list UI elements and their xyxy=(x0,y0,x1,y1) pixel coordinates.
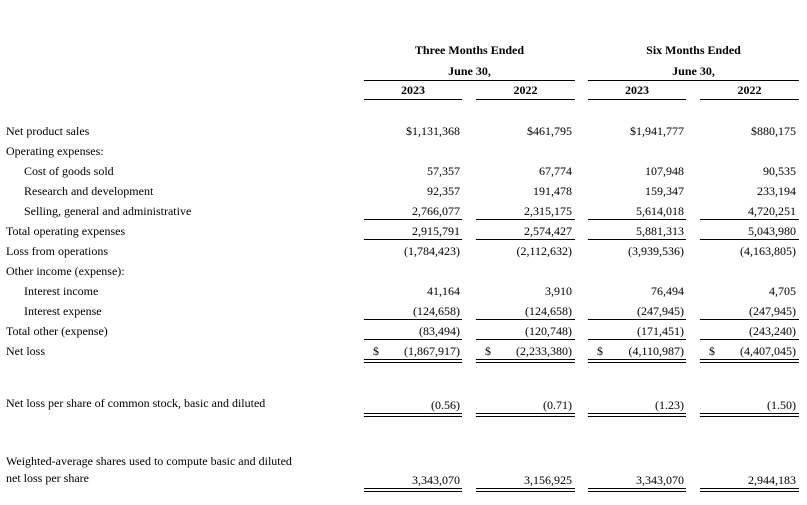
subtotal-rule xyxy=(700,319,799,320)
cell: 159,347 xyxy=(645,184,684,198)
cell: (3,939,536) xyxy=(628,244,684,258)
cell: 5,614,018 xyxy=(636,204,684,218)
subtotal-rule xyxy=(476,319,575,320)
row-label: Other income (expense): xyxy=(6,264,125,278)
eps-cell: (1.50) xyxy=(767,398,796,412)
subtotal-rule xyxy=(700,219,799,220)
row-label: Cost of goods sold xyxy=(24,164,114,178)
year-header-2: 2022 xyxy=(513,83,538,97)
cell: (247,945) xyxy=(749,304,796,318)
cell: (2,233,380) xyxy=(516,344,572,358)
subtotal-rule xyxy=(588,219,686,220)
cell: 92,357 xyxy=(427,184,460,198)
currency-symbol: $ xyxy=(709,344,715,358)
subtotal-rule xyxy=(700,339,799,340)
cell: $1,131,368 xyxy=(406,124,460,138)
subtotal-rule xyxy=(364,239,462,240)
cell: (124,658) xyxy=(525,304,572,318)
subtotal-rule xyxy=(588,339,686,340)
shares-cell: 2,944,183 xyxy=(748,473,796,487)
total-double-rule xyxy=(364,359,462,363)
cell: 2,315,175 xyxy=(524,204,572,218)
year-rule-2 xyxy=(476,99,575,100)
cell: (1,784,423) xyxy=(404,244,460,258)
year-header-3: 2023 xyxy=(625,83,649,97)
total-double-rule xyxy=(476,359,575,363)
row-label: Interest expense xyxy=(24,304,102,318)
cell: 5,043,980 xyxy=(748,224,796,238)
currency-symbol: $ xyxy=(597,344,603,358)
cell: 233,194 xyxy=(757,184,796,198)
shares-cell: 3,156,925 xyxy=(524,473,572,487)
shares-label-line1: Weighted-average shares used to compute basic and diluted xyxy=(6,454,292,468)
cell: (247,945) xyxy=(637,304,684,318)
cell: (243,240) xyxy=(749,324,796,338)
shares-label-line2: net loss per share xyxy=(6,471,89,485)
subtotal-rule xyxy=(364,339,462,340)
row-label: Total operating expenses xyxy=(6,224,126,238)
cell: 2,915,791 xyxy=(412,224,460,238)
row-label: Research and development xyxy=(24,184,154,198)
cell: (4,163,805) xyxy=(740,244,796,258)
eps-cell: (0.56) xyxy=(431,398,460,412)
currency-symbol: $ xyxy=(485,344,491,358)
subtotal-rule xyxy=(700,239,799,240)
cell: (2,112,632) xyxy=(516,244,572,258)
cell: 2,766,077 xyxy=(412,204,460,218)
row-label: Operating expenses: xyxy=(6,144,104,158)
six-months-date-header: June 30, xyxy=(672,64,715,78)
row-label: Selling, general and administrative xyxy=(24,204,192,218)
subtotal-rule xyxy=(588,239,686,240)
subtotal-rule xyxy=(364,219,462,220)
shares-double-rule xyxy=(700,488,799,492)
shares-cell: 3,343,070 xyxy=(636,473,684,487)
row-label: Total other (expense) xyxy=(6,324,108,338)
year-header-1: 2023 xyxy=(401,83,425,97)
cell: 67,774 xyxy=(539,164,572,178)
cell: 2,574,427 xyxy=(524,224,572,238)
year-header-4: 2022 xyxy=(737,83,762,97)
cell: 3,910 xyxy=(545,284,572,298)
eps-double-rule xyxy=(476,413,575,417)
cell: 4,705 xyxy=(769,284,796,298)
cell: (4,110,987) xyxy=(628,344,684,358)
cell: $461,795 xyxy=(527,124,572,138)
cell: (171,451) xyxy=(637,324,684,338)
shares-double-rule xyxy=(476,488,575,492)
total-double-rule xyxy=(700,359,799,363)
cell: 76,494 xyxy=(651,284,684,298)
row-label: Net loss xyxy=(6,344,45,358)
subtotal-rule xyxy=(476,239,575,240)
subtotal-rule xyxy=(364,319,462,320)
subtotal-rule xyxy=(476,219,575,220)
cell: $1,941,777 xyxy=(630,124,684,138)
cell: 107,948 xyxy=(645,164,684,178)
header-rule-three-months xyxy=(364,80,575,81)
cell: 41,164 xyxy=(427,284,460,298)
six-months-header: Six Months Ended xyxy=(646,43,741,57)
row-label: Loss from operations xyxy=(6,244,108,258)
currency-symbol: $ xyxy=(373,344,379,358)
header-rule-six-months xyxy=(588,80,799,81)
cell: (1,867,917) xyxy=(404,344,460,358)
cell: 90,535 xyxy=(763,164,796,178)
three-months-header: Three Months Ended xyxy=(414,43,525,57)
year-rule-3 xyxy=(588,99,686,100)
subtotal-rule xyxy=(476,339,575,340)
shares-cell: 3,343,070 xyxy=(412,473,460,487)
year-rule-1 xyxy=(364,99,462,100)
three-months-date-header: June 30, xyxy=(448,64,491,78)
cell: 191,478 xyxy=(533,184,572,198)
cell: 57,357 xyxy=(427,164,460,178)
cell: (120,748) xyxy=(525,324,572,338)
eps-label: Net loss per share of common stock, basic and diluted xyxy=(6,396,266,410)
shares-double-rule xyxy=(588,488,686,492)
cell: 5,881,313 xyxy=(636,224,684,238)
eps-double-rule xyxy=(588,413,686,417)
total-double-rule xyxy=(588,359,686,363)
cell: 4,720,251 xyxy=(748,204,796,218)
row-label: Net product sales xyxy=(6,124,90,138)
eps-double-rule xyxy=(700,413,799,417)
row-label: Interest income xyxy=(24,284,99,298)
eps-double-rule xyxy=(364,413,462,417)
eps-cell: (1.23) xyxy=(655,398,684,412)
eps-cell: (0.71) xyxy=(543,398,572,412)
cell: (4,407,045) xyxy=(740,344,796,358)
cell: (124,658) xyxy=(413,304,460,318)
year-rule-4 xyxy=(700,99,799,100)
subtotal-rule xyxy=(588,319,686,320)
cell: (83,494) xyxy=(419,324,460,338)
shares-double-rule xyxy=(364,488,462,492)
cell: $880,175 xyxy=(751,124,796,138)
